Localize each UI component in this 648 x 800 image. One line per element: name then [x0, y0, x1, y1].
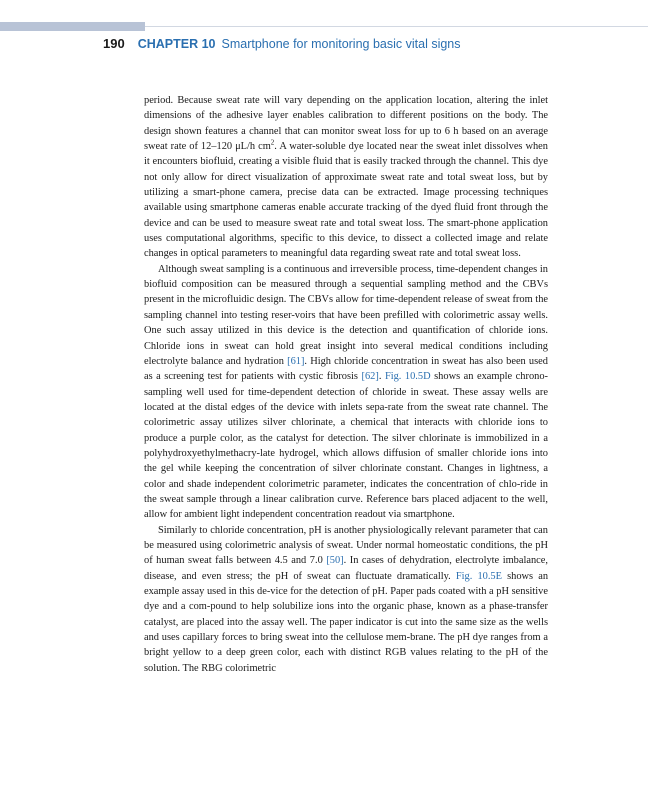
- text-run: shows an example chrono-sampling well used for time-dependent detection of chloride in sweat. These assay wells are located at the distal edges of the device with inlets sepa-rate from the sweat rate channel. The colorimetric assay utilizes silver chlorinate, a chemical that interacts with chloride ions to produce a purple color, as the catalyst for detection. The silver chlorinate is immobilized in a polyhydroxyethylmethacry-late hydrogel, which allows diffusion of smaller chloride ions into the gel while keeping the concentration of silver chlorinate constant. Changes in lightness, a color and shade independent colorimetric parameter, indicates the concentration of chlo-ride in the sweat sample through a linear calibration curve. Reference bars placed adjacent to the well, allow for ambient light independent concentration readout via smartphone.: [144, 371, 548, 521]
- text-run: . In cases of dehydration, electrolyte imbalance, disease, and even stress; the pH of sweat can fluctuate dramatically.: [144, 555, 548, 582]
- paragraph: [144, 523, 548, 676]
- text-run: Although sweat sampling is a continuous and irreversible process, time-dependent changes in biofluid composition can be measured through a sequential sampling method and the CBVs present in the microfluidic design. The CBVs allow for time-dependent release of sweat from the sampling channel into testing reser-voirs that have been prefilled with colorimetric assay wells. One such assay utilized in this device is the detection and quantification of chloride ions. Chloride ions in sweat can hold great insight into several medical conditions including electrolyte balance and hydration: [144, 263, 548, 367]
- paragraph: [144, 262, 548, 523]
- reference-link[interactable]: Fig. 10.5E: [455, 570, 502, 582]
- chapter-label: CHAPTER 10: [137, 37, 216, 51]
- reference-link[interactable]: [62]: [361, 371, 379, 383]
- header-rule: [145, 26, 648, 27]
- body-text: [144, 93, 548, 676]
- running-head: [103, 36, 461, 54]
- paragraph: [144, 93, 548, 262]
- text-run: shows an example assay used in this de-vice for the detection of pH. Paper pads coated with a pH sensitive dye and a com-pound to help solubilize ions into the organic phase, known as a phase-transfer catalyst, are placed into the assay well. The paper indicator is cut into the same size as the wells and uses capillary forces to bring sweat into the cellulose mem-brane. The pH dye ranges from a bright yellow to a deep green color, each with distinct RGB values relating to the pH of the solution. The RBG colorimetric: [144, 570, 549, 674]
- header-accent-bar: [0, 22, 145, 31]
- superscript: 2: [270, 138, 275, 147]
- text-run: .: [378, 371, 385, 383]
- chapter-title: Smartphone for monitoring basic vital signs: [221, 37, 461, 51]
- text-run: period. Because sweat rate will vary depending on the application location, altering the inlet dimensions of the adhesive layer enables calibration to different positions on the body. The design shown features a channel that can monitor sweat loss for up to 6 h based on an average sweat rate of 12–120 μL/h cm: [144, 95, 548, 153]
- text-run: . A water-soluble dye located near the sweat inlet dissolves when it encounters biofluid, creating a visible fluid that is easily tracked through the channel. This dye not only allow for direct visualization of approximate sweat rate and total sweat loss, but by utilizing a smart-phone camera, precise data can be extracted. Image processing techniques available using smartphone cameras enable accurate tracking of the dyed fluid front through the device and can be used to measure sweat rate and total sweat loss. The smart-phone application uses computational algorithms, specific to this device, to dissect a collected image and relate changes in optical parameters to meaningful data regarding sweat rate and total sweat loss.: [144, 141, 548, 260]
- reference-link[interactable]: [50]: [326, 555, 344, 567]
- text-run: Similarly to chloride concentration, pH is another physiologically relevant parameter that can be measured using colorimetric analysis of sweat. Under normal homeostatic conditions, the pH of human sweat falls between 4.5 and 7.0: [144, 524, 548, 567]
- reference-link[interactable]: [61]: [287, 355, 305, 367]
- reference-link[interactable]: Fig. 10.5D: [384, 371, 431, 383]
- text-run: . High chloride concentration in sweat has also been used as a screening test for patients with cystic fibrosis: [144, 355, 548, 383]
- page-number: 190: [103, 36, 125, 51]
